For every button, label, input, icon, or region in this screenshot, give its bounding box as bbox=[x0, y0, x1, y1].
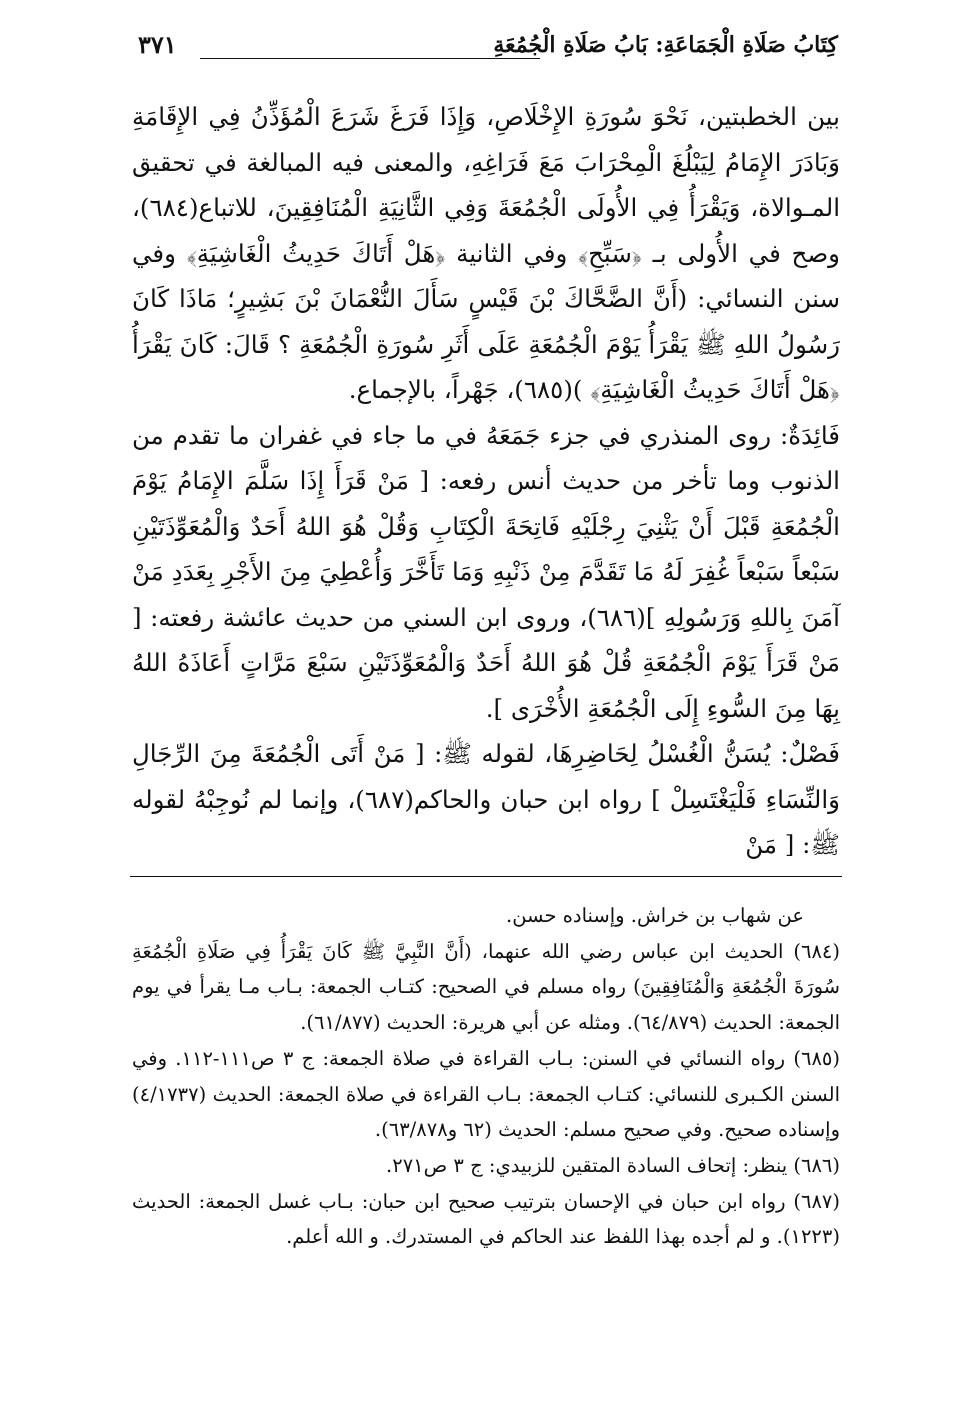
page-number: ٣٧١ bbox=[138, 30, 177, 59]
paragraph-benefit: فَائِدَةٌ: روى المنذري في جزء جَمَعَهُ في ما جاء في غفران ما تقدم من الذنوب وما تأخر من حديث أنس رفعه: [ مَنْ قَرَأَ إِذَا سَلَّمَ الإِمَامُ يَوْمَ الْجُمُعَةِ قَبْلَ أَنْ يَثْنِيَ رِجْلَيْهِ فَاتِحَةَ الْكِتَابِ وَقُلْ هُوَ اللهُ أَحَدٌ وَالْمُعَوِّذَتَيْنِ سَبْعاً سَبْعاً غُفِرَ لَهُ مَا تَقَدَّمَ مِنْ ذَنْبِهِ وَمَا تَأَخَّرَ وَأُعْطِيَ مِنَ الأَجْرِ بِعَدَدِ مَنْ آمَنَ بِاللهِ وَرَسُولِهِ ](٦٨٦)، وروى ابن السني من حديث عائشة رفعته: [ مَنْ قَرَأَ يَوْمَ الْجُمُعَةِ قُلْ هُوَ اللهُ أَحَدٌ وَالْمُعَوِّذَتَيْنِ سَبْعَ مَرَّاتٍ أَعَاذَهُ اللهُ بِهَا مِنَ السُّوءِ إِلَى الْجُمُعَةِ الأُخْرَى ]. bbox=[132, 420, 840, 723]
footnotes bbox=[132, 898, 840, 1255]
header-rule bbox=[200, 58, 540, 59]
footnote-684: (٦٨٤) الحديث ابن عباس رضي الله عنهما، (أَنَّ النَّبِيَّ ﷺ كَانَ يَقْرَأُ فِي صَلَاةِ الْجُمُعَةِ سُورَةَ الْجُمُعَةِ وَالْمُنَافِقِينَ) رواه مسلم في الصحيح: كتـاب الجمعة: بـاب مـا يقرأ في يوم الجمعة: الحديث (٦٤/٨٧٩). ومثله عن أبي هريرة: الحديث (٦١/٨٧٧). bbox=[132, 939, 840, 1035]
footnote-686: (٦٨٦) ينظر: إتحاف السادة المتقين للزبيدي: ج ٣ ص٢٧١. bbox=[386, 1153, 840, 1177]
running-title: كِتَابُ صَلَاةِ الْجَمَاعَةِ: بَابُ صَلَاةِ الْجُمُعَةِ bbox=[493, 32, 838, 58]
page-header bbox=[138, 28, 838, 68]
footnote-continuation: عن شهاب بن خراش. وإسناده حسن. bbox=[506, 904, 804, 927]
footnote-687: (٦٨٧) رواه ابن حبان في الإحسان بترتيب صحيح ابن حبان: بـاب غسل الجمعة: الحديث (١٢٢٣). و لم أجده بهذا اللفظ عند الحاكم في المستدرك. و الله أعلم. bbox=[132, 1189, 840, 1249]
paragraph-section-ghusl: فَصْلٌ: يُسَنُّ الْغُسْلُ لِحَاضِرِهَا، لقوله ﷺ: [ مَنْ أَتَى الْجُمُعَةَ مِنَ الرِّجَالِ وَالنِّسَاءِ فَلْيَغْتَسِلْ ] رواه ابن حبان والحاكم(٦٨٧)، وإنما لم نُوجِبْهُ لقوله ﷺ: [ مَنْ bbox=[132, 739, 840, 859]
footnote-separator bbox=[130, 876, 842, 877]
footnote-685: (٦٨٥) رواه النسائي في السنن: بـاب القراءة في صلاة الجمعة: ج ٣ ص١١١-١١٢. وفي السنن الكـبرى للنسائي: كتـاب الجمعة: بـاب القراءة في صلاة الجمعة: الحديث (٤/١٧٣٧) وإسناده صحيح. وفي صحيح مسلم: الحديث (٦٢ و٦٣/٨٧٨). bbox=[132, 1046, 840, 1142]
paragraph-prayer-order: بين الخطبتين، نَحْوَ سُورَةِ الإِخْلَاصِ، وَإِذَا فَرَغَ شَرَعَ الْمُؤَذِّنُ فِي الإِقَامَةِ وَبَادَرَ الإِمَامُ لِيَبْلُغَ الْمِحْرَابَ مَعَ فَرَاغِهِ، والمعنى فيه المبالغة في تحقيق المـوالاة، وَيَقْرَأُ فِي الأُولَى الْجُمُعَةَ وَفِي الثَّانِيَةِ الْمُنَافِقِينَ، للاتباع(٦٨٤)، وصح في الأُولى بـ ﴿سَبِّحِ﴾ وفي الثانية ﴿هَلْ أَتَاكَ حَدِيثُ الْغَاشِيَةِ﴾ وفي سنن النسائي: (أَنَّ الضَّحَّاكَ بْنَ قَيْسٍ سَأَلَ النُّعْمَانَ بْنَ بَشِيرٍ؛ مَاذَا كَانَ رَسُولُ اللهِ ﷺ يَقْرَأُ يَوْمَ الْجُمُعَةِ عَلَى أَثَرِ سُورَةِ الْجُمُعَةِ ؟ قَالَ: كَانَ يَقْرَأُ ﴿هَلْ أَتَاكَ حَدِيثُ الْغَاشِيَةِ﴾ )(٦٨٥)، جَهْراً، بالإجماع. bbox=[132, 102, 840, 404]
main-text bbox=[132, 94, 840, 868]
